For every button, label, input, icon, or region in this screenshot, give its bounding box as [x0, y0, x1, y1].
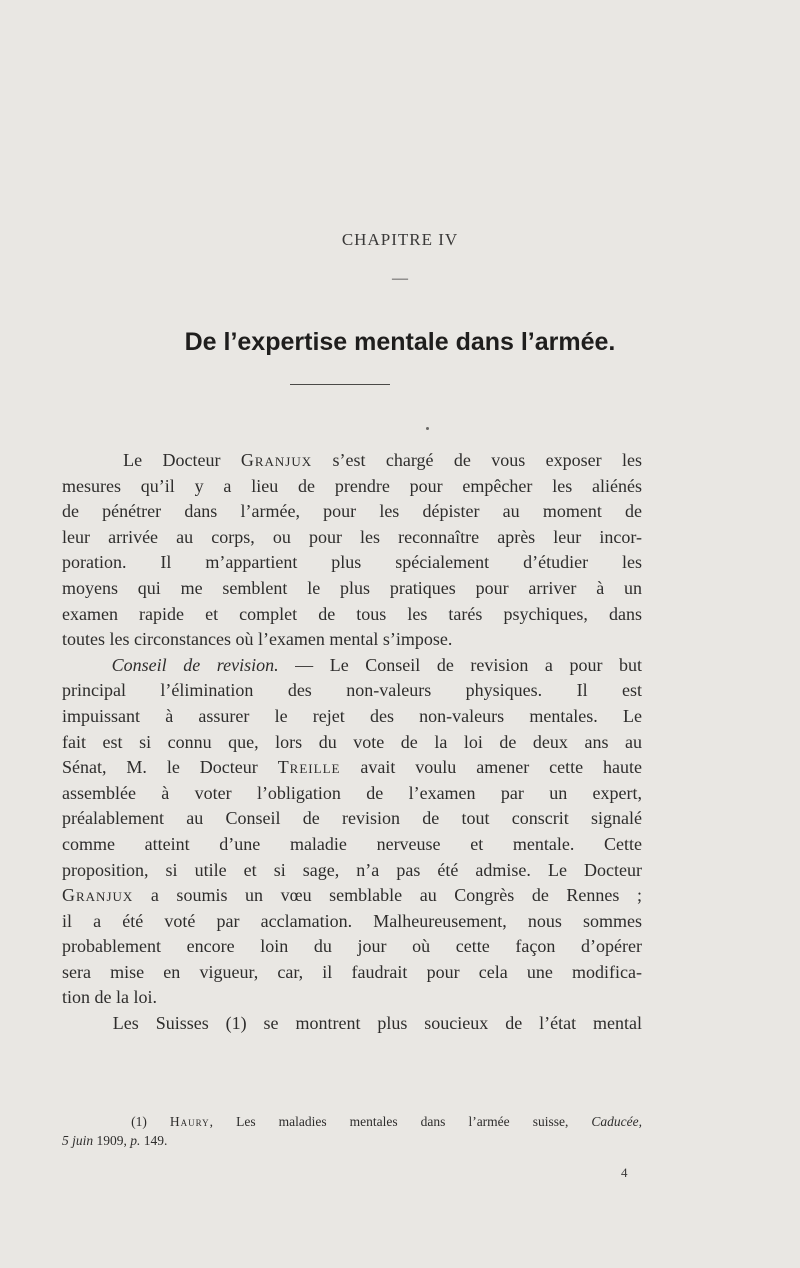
text-line: Les Suisses (1) se montrent plus soucieux de l’état mental [112, 1013, 642, 1034]
author-name: Haury [169, 1114, 210, 1129]
text-line: sera mise en vigueur, car, il faudrait pour cela une modifica- [62, 961, 642, 982]
journal-name: Caducée, [591, 1114, 642, 1129]
text-line: Granjux a soumis un vœu semblable au Congrès de Rennes ; [62, 885, 642, 906]
text-line: probablement encore loin du jour où cette façon d’opérer [62, 936, 642, 957]
author-name: Granjux [240, 450, 313, 470]
section-heading: Conseil de revision. [111, 654, 279, 675]
body-text [62, 448, 642, 1037]
text-line: impuissant à assurer le rejet des non-valeurs mentales. Le [62, 705, 642, 726]
author-name: Granjux [62, 885, 134, 906]
text-line: de pénétrer dans l’armée, pour les dépister au moment de [62, 501, 642, 522]
chapter-heading: CHAPITRE IV [341, 230, 459, 249]
ornament-dot [426, 427, 429, 430]
text-line: toutes les circonstances où l’examen mental s’impose. [62, 629, 453, 650]
text-line: poration. Il m’appartient plus spécialement d’étudier les [62, 552, 642, 573]
text-line: il a été voté par acclamation. Malheureusement, nous sommes [62, 910, 642, 931]
text-line: leur arrivée au corps, ou pour les reconnaître après leur incor- [62, 526, 642, 547]
footnote [62, 1112, 642, 1150]
text-line: Le Docteur Granjux s’est chargé de vous exposer les [123, 450, 642, 470]
footnote-line: (1) Haury, Les maladies mentales dans l’armée suisse, Caducée, [131, 1114, 642, 1129]
footnote-line: 5 juin 1909, p. 149. [62, 1133, 168, 1148]
title-rule [290, 384, 390, 385]
text-line: principal l’élimination des non-valeurs physiques. Il est [62, 680, 642, 701]
text-line: assemblée à voter l’obligation de l’examen par un expert, [62, 782, 642, 803]
text-line: examen rapide et complet de tous les tarés psychiques, dans [62, 603, 642, 624]
text-line: proposition, si utile et si sage, n’a pas été admise. Le Docteur [62, 859, 642, 880]
text-line: comme atteint d’une maladie nerveuse et mentale. Cette [62, 833, 642, 854]
text-line: tion de la loi. [62, 987, 157, 1008]
text-line: Conseil de revision. — Le Conseil de revision a pour but [111, 654, 643, 675]
text-line: mesures qu’il y a lieu de prendre pour empêcher les aliénés [62, 475, 642, 496]
page-number: 4 [621, 1165, 628, 1180]
chapter-title: De l’expertise mentale dans l’armée. [184, 328, 616, 356]
text-line: Sénat, M. le Docteur Treille avait voulu amener cette haute [62, 757, 642, 778]
text-line: fait est si connu que, lors du vote de la loi de deux ans au [62, 731, 642, 752]
text-line: préalablement au Conseil de revision de tout conscrit signalé [62, 808, 642, 829]
author-name: Treille [277, 757, 341, 778]
text-line: moyens qui me semblent le plus pratiques pour arriver à un [62, 577, 642, 598]
chapter-dash: — [392, 270, 408, 287]
